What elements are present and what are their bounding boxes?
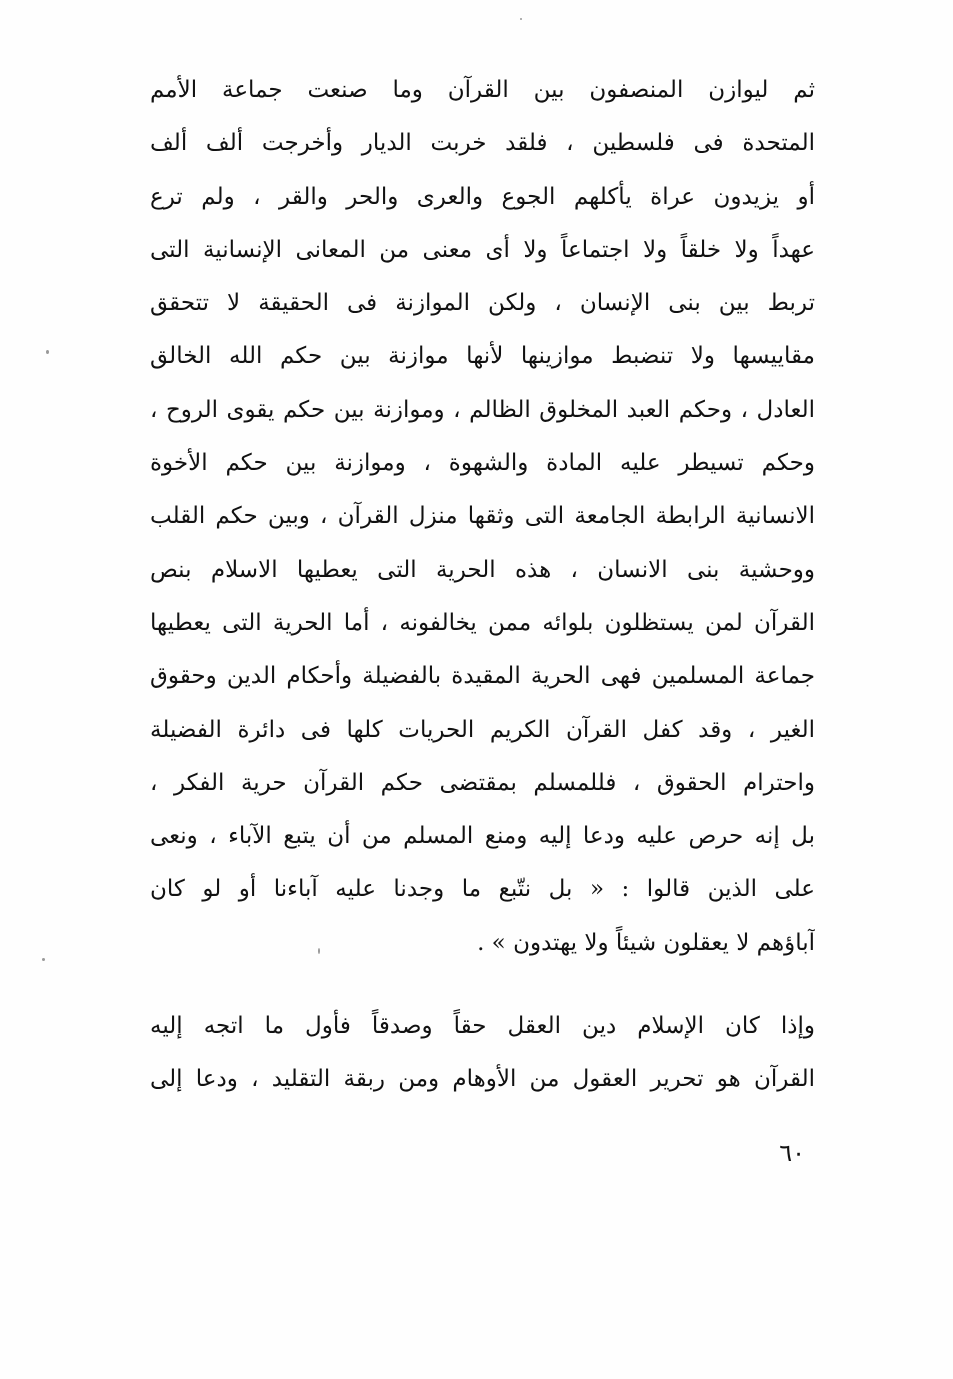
text-line: على الذين قالوا : « بل نتّبع ما وجدنا عليه آباءنا أو لو كان	[150, 876, 815, 903]
text-line: بل إنه حرص عليه ودعا إليه ومنع المسلم من أن يتبع الآباء ، ونعى	[150, 823, 815, 850]
page-number: ٦٠	[779, 1139, 805, 1167]
paragraph-2	[150, 1000, 815, 1107]
text-line: ثم ليوازن المنصفون بين القرآن وما صنعت جماعة الأمم	[150, 77, 815, 103]
text-line: المتحدة فى فلسطين ، فلقد خربت الديار وأخرجت ألف ألف	[150, 130, 815, 157]
text-line: وإذا كان الإسلام دين العقل حقاً وصدقاً فأول ما اتجه إليه	[150, 1013, 815, 1039]
text-line: القرآن لمن يستظلون بلوائه ممن يخالفونه ، أما الحرية التى يعطيها	[150, 609, 815, 636]
text-line: الانسانية الرابطة الجامعة التى وثقها منزل القرآن ، وبين حكم القلب	[150, 503, 815, 530]
text-line: واحترام الحقوق ، فللمسلم بمقتضى حكم القرآن حرية الفكر ،	[150, 769, 815, 796]
text-line: أو يزيدون عراة يأكلهم الجوع والعرى والحر والقر ، ولم ترع	[150, 183, 815, 210]
text-line: ووحشية بنى الانسان ، هذه الحرية التى يعطيها الاسلام بنص	[150, 556, 815, 583]
text-line: جماعة المسلمين فهى الحرية المقيدة بالفضيلة وأحكام الدين وحقوق	[150, 663, 815, 690]
text-line: العادل ، وحكم العبد المخلوق الظالم ، وموازنة بين حكم يقوى الروح ،	[150, 396, 815, 423]
text-line: الغير ، وقد كفل القرآن الكريم الحريات كلها فى دائرة الفضيلة	[150, 716, 815, 743]
scan-speck	[318, 948, 320, 954]
text-line: القرآن هو تحرير العقول من الأوهام ومن ربقة التقليد ، ودعا إلى	[150, 1066, 815, 1093]
text-line: مقاييسها ولا تنضبط موازينها لأنها موازنة بين حكم الله الخالق	[150, 343, 815, 370]
scan-speck	[46, 350, 49, 354]
scan-speck	[520, 18, 522, 20]
scan-speck	[42, 958, 45, 961]
text-line: آباؤهم لا يعقلون شيئاً ولا يهتدون » .	[477, 929, 815, 956]
text-line: عهداً ولا خلقاً ولا اجتماعاً ولا أى معنى من المعانى الإنسانية التى	[150, 236, 815, 263]
paragraph-1	[150, 64, 815, 970]
text-line: تربط بين بنى الإنسان ، ولكن الموازنة فى الحقيقة لا تتحقق	[150, 290, 815, 317]
text-line: وحكم تسيطر عليه المادة والشهوة ، وموازنة بين حكم الأخوة	[150, 450, 815, 477]
